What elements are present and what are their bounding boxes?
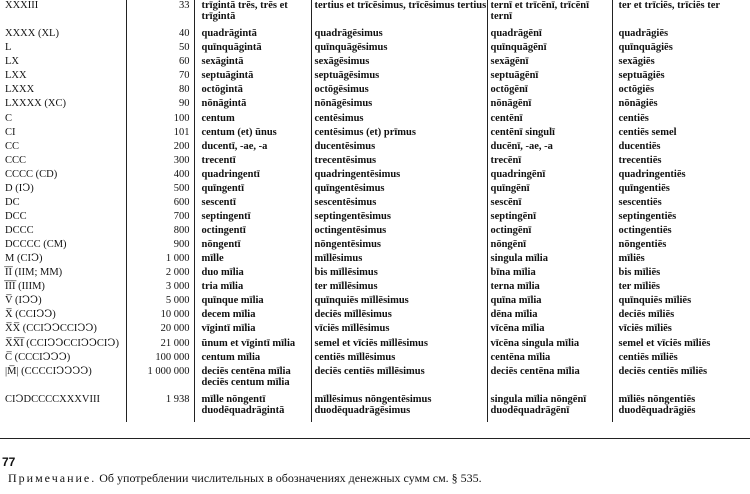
roman-numeral-cell: LXXXX (XC) (0, 98, 126, 112)
table-row (0, 253, 750, 267)
table-row (0, 309, 750, 323)
table-row (0, 56, 750, 70)
distributive-cell: nōnāgēnī (487, 98, 612, 112)
ordinal-cell: septuāgēsimus (311, 70, 487, 84)
numeral-adverb-cell: septingentiēs (618, 210, 677, 222)
ordinal-cell: trecentēsimus (311, 155, 487, 169)
arabic-numeral-cell: 80 (126, 84, 194, 98)
roman-numeral-cell: X̅X̅I̅ (CCIↃↃCCIↃↃCIↃ) (0, 338, 126, 352)
arabic-numeral-cell: 101 (126, 127, 194, 141)
cardinal-cell: trecentī (194, 155, 311, 169)
cardinal-cell: septuāgintā (194, 70, 311, 84)
numeral-adverb-cell: trecentiēs (618, 154, 662, 166)
roman-numeral-cell: LX (0, 56, 126, 70)
ordinal-cell: mīllēsimus nōngentēsimus duodēquadrāgēsimus (311, 394, 487, 422)
table-row (0, 239, 750, 253)
roman-numeral-cell: CCC (0, 155, 126, 169)
cardinal-cell: centum mīlia (194, 352, 311, 366)
table-row (0, 155, 750, 169)
table-row (0, 42, 750, 56)
ordinal-cell: nōnāgēsimus (311, 98, 487, 112)
table-row (0, 127, 750, 141)
arabic-numeral-cell: 1 938 (126, 394, 194, 422)
roman-numeral-cell: CIↃDCCCCXXXVIII (0, 394, 126, 422)
table-row (0, 366, 750, 394)
numeral-adverb-cell: octōgiēs (618, 84, 655, 96)
table-row (0, 352, 750, 366)
table-row (0, 98, 750, 112)
roman-numeral-cell: LXX (0, 70, 126, 84)
ordinal-cell: centēsimus (et) prīmus (311, 127, 487, 141)
cardinal-cell: ūnum et vīgintī mīlia (194, 338, 311, 352)
distributive-cell: centēnī singulī (487, 127, 612, 141)
footnote-divider (0, 438, 750, 439)
arabic-numeral-cell: 33 (126, 0, 194, 28)
distributive-cell: vīcēna mīlia (487, 323, 612, 337)
numeral-adverb-cell: quīnquiēs mīliēs (618, 295, 692, 307)
arabic-numeral-cell: 3 000 (126, 281, 194, 295)
ordinal-cell: quadringentēsimus (311, 169, 487, 183)
arabic-numeral-cell: 300 (126, 155, 194, 169)
footnote-text: Об употреблении числительных в обозначениях денежных сумм см. § 535. (99, 471, 482, 485)
distributive-cell: nōngēnī (487, 239, 612, 253)
ordinal-cell: sescentēsimus (311, 197, 487, 211)
roman-numeral-cell: D (IↃ) (0, 183, 126, 197)
cardinal-cell: quīnquāgintā (194, 42, 311, 56)
table-row (0, 281, 750, 295)
roman-numeral-cell: X̅ (CCIↃↃ) (0, 309, 126, 323)
distributive-cell: singula mīlia nōngēnī duodēquadrāgēnī (487, 394, 612, 422)
roman-numeral-cell: LXXX (0, 84, 126, 98)
cardinal-cell: quīnque mīlia (194, 295, 311, 309)
arabic-numeral-cell: 500 (126, 183, 194, 197)
cardinal-cell: vīgintī mīlia (194, 323, 311, 337)
roman-numeral-cell: XXXIII (0, 0, 126, 28)
ordinal-cell: sexāgēsimus (311, 56, 487, 70)
ordinal-cell: bis mīllēsimus (311, 267, 487, 281)
cardinal-cell: nōngentī (194, 239, 311, 253)
numeral-adverb-cell: deciēs mīliēs (618, 309, 675, 321)
table-row (0, 113, 750, 127)
roman-numeral-cell: DCCC (0, 225, 126, 239)
arabic-numeral-cell: 20 000 (126, 323, 194, 337)
distributive-cell: septuāgēnī (487, 70, 612, 84)
arabic-numeral-cell: 50 (126, 42, 194, 56)
cardinal-cell: nōnāgintā (194, 98, 311, 112)
ordinal-cell: octōgēsimus (311, 84, 487, 98)
distributive-cell: ternī et trīcēnī, trīcēnī ternī (487, 0, 612, 28)
numeral-adverb-cell: bis mīliēs (618, 267, 661, 279)
cardinal-cell: decem mīlia (194, 309, 311, 323)
numeral-adverb-cell: ter et trīciēs, trīciēs ter (618, 0, 721, 11)
table-row (0, 84, 750, 98)
ordinal-cell: ter mīllēsimus (311, 281, 487, 295)
footnote (8, 471, 482, 486)
arabic-numeral-cell: 5 000 (126, 295, 194, 309)
numeral-adverb-cell: septuāgiēs (618, 70, 665, 82)
roman-numeral-cell: X̅X̅ (CCIↃↃCCIↃↃ) (0, 323, 126, 337)
distributive-cell: vīcēna singula mīlia (487, 338, 612, 352)
table-row (0, 0, 750, 28)
numeral-adverb-cell: centiēs semel (618, 126, 677, 138)
ordinal-cell: semel et vīciēs mīllēsimus (311, 338, 487, 352)
numeral-adverb-cell: ducentiēs (618, 140, 661, 152)
numeral-adverb-cell: quadringentiēs (618, 168, 686, 180)
table-row (0, 197, 750, 211)
arabic-numeral-cell: 21 000 (126, 338, 194, 352)
ordinal-cell: deciēs centiēs mīllēsimus (311, 366, 487, 394)
cardinal-cell: sexāgintā (194, 56, 311, 70)
ordinal-cell: centiēs mīllēsimus (311, 352, 487, 366)
roman-numeral-cell: CI (0, 127, 126, 141)
numeral-adverb-cell: nōngentiēs (618, 239, 667, 251)
arabic-numeral-cell: 800 (126, 225, 194, 239)
distributive-cell: quadrāgēnī (487, 28, 612, 42)
distributive-cell: quīnquāgēnī (487, 42, 612, 56)
arabic-numeral-cell: 60 (126, 56, 194, 70)
cardinal-cell: duo mīlia (194, 267, 311, 281)
cardinal-cell: quadrāgintā (194, 28, 311, 42)
roman-numeral-cell: I̅I̅ (IIM; MM) (0, 267, 126, 281)
distributive-cell: quīngēnī (487, 183, 612, 197)
distributive-cell: octingēnī (487, 225, 612, 239)
ordinal-cell: octingentēsimus (311, 225, 487, 239)
table-row (0, 183, 750, 197)
cardinal-cell: mīlle nōngentī duodēquadrāgintā (194, 394, 311, 422)
numeral-adverb-cell: sescentiēs (618, 196, 662, 208)
arabic-numeral-cell: 70 (126, 70, 194, 84)
roman-numeral-cell: CC (0, 141, 126, 155)
table-row (0, 295, 750, 309)
ordinal-cell: tertius et trīcēsimus, trīcēsimus tertius (311, 0, 487, 28)
cardinal-cell: quadringentī (194, 169, 311, 183)
cardinal-cell: deciēs centēna mīlia deciēs centum mīlia (194, 366, 311, 394)
distributive-cell: septingēnī (487, 211, 612, 225)
ordinal-cell: mīllēsimus (311, 253, 487, 267)
cardinal-cell: tria mīlia (194, 281, 311, 295)
roman-numeral-cell: DC (0, 197, 126, 211)
cardinal-cell: ducentī, -ae, -a (194, 141, 311, 155)
roman-numeral-cell: I̅I̅I̅ (IIIM) (0, 281, 126, 295)
numeral-adverb-cell: quīngentiēs (618, 182, 670, 194)
roman-numeral-cell: DCCCC (CM) (0, 239, 126, 253)
numeral-adverb-cell: deciēs centiēs mīliēs (618, 365, 708, 377)
cardinal-cell: centum (et) ūnus (194, 127, 311, 141)
table-row (0, 70, 750, 84)
numeral-adverb-cell: quīnquāgiēs (618, 42, 673, 54)
ordinal-cell: deciēs mīllēsimus (311, 309, 487, 323)
cardinal-cell: quīngentī (194, 183, 311, 197)
roman-numeral-cell: V̅ (IↃↃ) (0, 295, 126, 309)
table-row (0, 169, 750, 183)
ordinal-cell: quadrāgēsimus (311, 28, 487, 42)
arabic-numeral-cell: 1 000 (126, 253, 194, 267)
arabic-numeral-cell: 100 000 (126, 352, 194, 366)
distributive-cell: quadringēnī (487, 169, 612, 183)
footnote-label: Примечание. (8, 471, 97, 485)
distributive-cell: deciēs centēna mīlia (487, 366, 612, 394)
roman-numeral-cell: |M̅| (CCCCIↃↃↃↃ) (0, 366, 126, 394)
roman-numeral-cell: M (CIↃ) (0, 253, 126, 267)
distributive-cell: bīna mīlia (487, 267, 612, 281)
roman-numeral-cell: L (0, 42, 126, 56)
cardinal-cell: centum (194, 113, 311, 127)
roman-numeral-cell: XXXX (XL) (0, 28, 126, 42)
cardinal-cell: septingentī (194, 211, 311, 225)
distributive-cell: ducēnī, -ae, -a (487, 141, 612, 155)
table-row (0, 141, 750, 155)
arabic-numeral-cell: 900 (126, 239, 194, 253)
numeral-adverb-cell: vīciēs mīliēs (618, 323, 672, 335)
ordinal-cell: ducentēsimus (311, 141, 487, 155)
table-row (0, 225, 750, 239)
cardinal-cell: octingentī (194, 225, 311, 239)
distributive-cell: centēna mīlia (487, 352, 612, 366)
numeral-adverb-cell: mīliēs nōngentiēs duodēquadrāgiēs (618, 393, 696, 416)
distributive-cell: centēnī (487, 113, 612, 127)
cardinal-cell: trīgintā trēs, trēs et trīgintā (194, 0, 311, 28)
numeral-adverb-cell: semel et vīciēs mīliēs (618, 337, 711, 349)
arabic-numeral-cell: 400 (126, 169, 194, 183)
table-row (0, 28, 750, 42)
roman-numeral-cell: DCC (0, 211, 126, 225)
arabic-numeral-cell: 1 000 000 (126, 366, 194, 394)
arabic-numeral-cell: 600 (126, 197, 194, 211)
numeral-adverb-cell: octingentiēs (618, 225, 672, 236)
ordinal-cell: quīnquāgēsimus (311, 42, 487, 56)
numeral-adverb-cell: nōnāgiēs (618, 98, 658, 110)
numeral-adverb-cell: centiēs (618, 112, 649, 124)
page-number: 77 (2, 455, 16, 469)
distributive-cell: terna mīlia (487, 281, 612, 295)
table-row (0, 323, 750, 337)
distributive-cell: dēna mīlia (487, 309, 612, 323)
ordinal-cell: nōngentēsimus (311, 239, 487, 253)
numeral-adverb-cell: ter mīliēs (618, 281, 660, 293)
numeral-adverb-cell: quadrāgiēs (618, 28, 669, 40)
distributive-cell: sescēnī (487, 197, 612, 211)
distributive-cell: octōgēnī (487, 84, 612, 98)
distributive-cell: singula mīlia (487, 253, 612, 267)
numeral-adverb-cell: sexāgiēs (618, 56, 655, 68)
cardinal-cell: sescentī (194, 197, 311, 211)
roman-numeral-cell: C (0, 113, 126, 127)
distributive-cell: trecēnī (487, 155, 612, 169)
roman-numeral-cell: CCCC (CD) (0, 169, 126, 183)
cardinal-cell: octōgintā (194, 84, 311, 98)
distributive-cell: quīna mīlia (487, 295, 612, 309)
arabic-numeral-cell: 700 (126, 211, 194, 225)
arabic-numeral-cell: 200 (126, 141, 194, 155)
table-row (0, 211, 750, 225)
arabic-numeral-cell: 2 000 (126, 267, 194, 281)
table-row (0, 267, 750, 281)
numeral-adverb-cell: centiēs mīliēs (618, 351, 678, 363)
arabic-numeral-cell: 10 000 (126, 309, 194, 323)
roman-numeral-cell: C̅ (CCCIↃↃↃ) (0, 352, 126, 366)
cardinal-cell: mīlle (194, 253, 311, 267)
ordinal-cell: septingentēsimus (311, 211, 487, 225)
ordinal-cell: vīciēs mīllēsimus (311, 323, 487, 337)
arabic-numeral-cell: 100 (126, 113, 194, 127)
distributive-cell: sexāgēnī (487, 56, 612, 70)
ordinal-cell: quīnquiēs mīllēsimus (311, 295, 487, 309)
arabic-numeral-cell: 40 (126, 28, 194, 42)
table-row (0, 394, 750, 422)
table-row (0, 338, 750, 352)
arabic-numeral-cell: 90 (126, 98, 194, 112)
numeral-adverb-cell: mīliēs (618, 253, 645, 265)
ordinal-cell: quīngentēsimus (311, 183, 487, 197)
ordinal-cell: centēsimus (311, 113, 487, 127)
